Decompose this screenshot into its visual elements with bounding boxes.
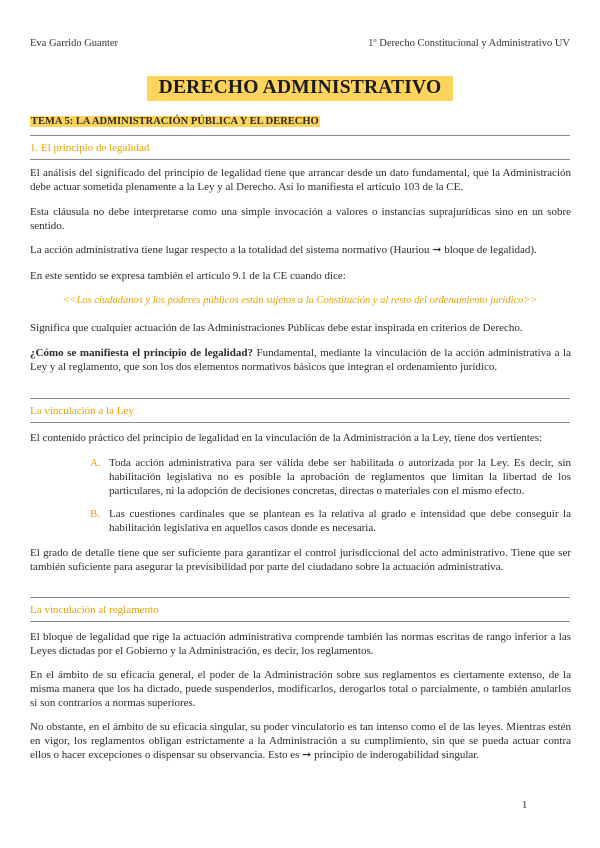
- section-heading-vinculacion-reglamento: La vinculación al reglamento: [30, 604, 159, 616]
- paragraph: El análisis del significado del principio de legalidad tiene que arrancar desde un dato fundamental, que la Administración debe actuar sometida plenamente a la Ley y al Derecho. Así lo manifiesta el artículo 103 de la CE.: [30, 167, 571, 193]
- paragraph: Esta cláusula no debe interpretarse como una simple invocación a valores o instancias suprajurídicas sino en un sobre sentido.: [30, 206, 571, 232]
- divider: [30, 159, 570, 160]
- divider: [30, 422, 570, 423]
- bold-question: ¿Cómo se manifiesta el principio de legalidad?: [30, 347, 253, 359]
- paragraph: En el ámbito de su eficacia general, el poder de la Administración sobre sus reglamentos es ciertamente extenso, de la misma manera que los ha dictado, puede suspenderlos, modificarlos, derogarlos total o parcialmente, o también anularlos si son contrarios a normas superiores.: [30, 669, 571, 709]
- divider: [30, 398, 570, 399]
- section-heading-vinculacion-ley: La vinculación a la Ley: [30, 405, 134, 417]
- list-item-text: Las cuestiones cardinales que se plantean es la relativa al grado e intensidad que debe conseguir la habilitación legislativa en aquellos casos donde es necesaria.: [109, 508, 571, 534]
- paragraph: No obstante, en el ámbito de su eficacia singular, su poder vinculatorio es tan intenso como el de las leyes. Mientras estén en vigor, los reglamentos obligan estrictamente a la Administración a su cumplimiento, sin que se pueda actuar contra ellos o hacer excepciones o dispensar su observancia. Esto es ➞ principio de inderogabilidad singular.: [30, 721, 571, 761]
- list-item: [90, 456, 571, 498]
- paragraph: El bloque de legalidad que rige la actuación administrativa comprende también las normas escritas de rango inferior a las Leyes dictadas por el Gobierno y la Administración, es decir, los reglamentos.: [30, 631, 571, 657]
- divider: [30, 621, 570, 622]
- page-number: 1: [522, 800, 528, 811]
- divider: [30, 135, 570, 136]
- list-marker: A.: [90, 457, 101, 469]
- list-marker: B.: [90, 508, 101, 520]
- paragraph: La acción administrativa tiene lugar respecto a la totalidad del sistema normativo (Hauriou ➞ bloque de legalidad).: [30, 244, 537, 256]
- divider: [30, 597, 570, 598]
- constitution-quote: <<Los ciudadanos y los poderes públicos están sujetos a la Constitución y al resto del ordenamiento jurídico>>: [62, 295, 538, 306]
- paragraph-text: Fundamental, mediante la vinculación de la acción administrativa a la Ley y al reglamento, que son los dos elementos normativos básicos que integran el ordenamiento jurídico.: [30, 347, 571, 373]
- paragraph: En este sentido se expresa también el artículo 9.1 de la CE cuando dice:: [30, 270, 346, 282]
- paragraph: El contenido práctico del principio de legalidad en la vinculación de la Administración a la Ley, tiene dos vertientes:: [30, 432, 543, 444]
- title-wrapper: [0, 76, 600, 101]
- paragraph: El grado de detalle tiene que ser suficiente para garantizar el control jurisdiccional del acto administrativo. Tiene que ser también suficiente para asegurar la previsibilidad por parte del ciudadano sobre la actuación administrativa.: [30, 547, 571, 573]
- list-item-text: Toda acción administrativa para ser válida debe ser habilitada o autorizada por la Ley. Es decir, sin habilitación legislativa no es posible la aprobación de reglamentos que limitan la libertad de los particulares, ni la adopción de decisiones concretas, directas o materiales con el mismo efecto.: [109, 457, 571, 497]
- tema-heading: [30, 116, 320, 127]
- header-author: Eva Garrido Guanter: [30, 38, 119, 49]
- list-item: [90, 507, 571, 535]
- document-title: DERECHO ADMINISTRATIVO: [147, 76, 454, 101]
- paragraph: [30, 346, 571, 374]
- tema-label: TEMA 5: LA ADMINISTRACIÓN PÚBLICA Y EL DERECHO: [31, 116, 319, 127]
- section-heading-legalidad: 1. El principio de legalidad: [30, 142, 150, 154]
- paragraph: Significa que cualquier actuación de las Administraciones Públicas debe estar inspirada en criterios de Derecho.: [30, 322, 523, 334]
- header-course: 1º Derecho Constitucional y Administrativo UV: [368, 38, 570, 49]
